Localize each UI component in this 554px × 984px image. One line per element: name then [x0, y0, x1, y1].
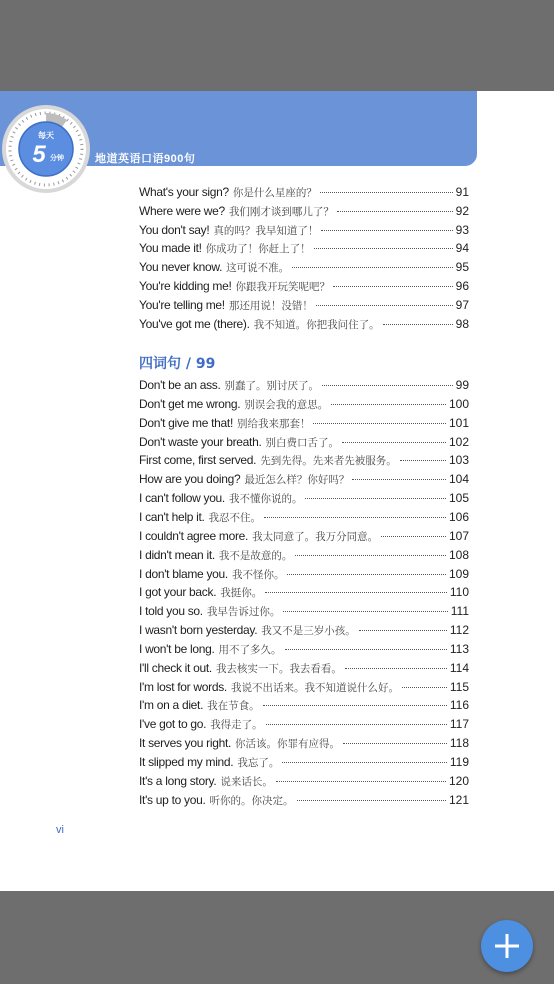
- entry-translation: 别误会我的意思。: [244, 398, 329, 411]
- toc-entry[interactable]: [139, 565, 469, 583]
- document-page: [0, 91, 554, 891]
- entry-phrase: I don't blame you.: [139, 566, 228, 581]
- entry-phrase: I didn't mean it.: [139, 547, 215, 562]
- entry-page-number: 116: [449, 698, 469, 713]
- dot-leader: [333, 286, 453, 287]
- entry-page-number: 93: [455, 222, 469, 237]
- entry-phrase: I won't be long.: [139, 641, 215, 656]
- toc-entry[interactable]: [139, 640, 469, 658]
- dot-leader: [305, 498, 445, 499]
- entry-translation: 我们刚才谈到哪儿了？: [228, 205, 334, 218]
- dot-leader: [283, 611, 447, 612]
- entry-page-number: 103: [448, 453, 469, 468]
- toc-entry[interactable]: [139, 315, 469, 333]
- plus-icon: [493, 932, 521, 960]
- entry-phrase: It slipped my mind.: [139, 755, 234, 769]
- toc-entry[interactable]: [139, 414, 469, 432]
- toc-entry[interactable]: [139, 602, 469, 620]
- entry-phrase: I've got to go.: [139, 717, 207, 732]
- dot-leader: [383, 324, 453, 325]
- entry-phrase: You're kidding me!: [139, 279, 232, 293]
- toc-entry[interactable]: [139, 678, 469, 696]
- entry-phrase: I wasn't born yesterday.: [139, 623, 258, 638]
- entry-translation: 我忍不住。: [208, 511, 262, 524]
- entry-page-number: 91: [455, 185, 469, 199]
- entry-phrase: I can't help it.: [139, 509, 205, 524]
- dot-leader: [314, 248, 453, 249]
- toc-entry[interactable]: [139, 277, 469, 295]
- entry-translation: 我不是故意的。: [218, 549, 293, 562]
- page-number: vi: [56, 824, 64, 836]
- entry-page-number: 119: [449, 755, 469, 769]
- entry-translation: 说来话长。: [220, 775, 273, 788]
- toc-entry[interactable]: [139, 183, 469, 201]
- toc-entry[interactable]: [139, 621, 469, 639]
- dot-leader: [352, 479, 446, 480]
- entry-phrase: It's a long story.: [139, 773, 217, 788]
- toc-entry[interactable]: [139, 696, 469, 714]
- entry-translation: 你成功了！你赶上了！: [205, 243, 311, 256]
- entry-page-number: 111: [450, 604, 469, 619]
- entry-translation: 你活该。你罪有应得。: [235, 738, 341, 751]
- dot-leader: [337, 211, 453, 212]
- dot-leader: [292, 267, 453, 268]
- toc-entry[interactable]: [139, 258, 469, 276]
- entry-translation: 我在节食。: [207, 700, 260, 713]
- entry-translation: 听你的。你决定。: [209, 794, 294, 807]
- dot-leader: [266, 724, 447, 725]
- entry-phrase: You made it!: [139, 241, 202, 256]
- dot-leader: [359, 630, 447, 631]
- toc-entry[interactable]: [139, 772, 469, 790]
- entry-phrase: You never know.: [139, 260, 223, 275]
- dot-leader: [343, 743, 447, 744]
- entry-translation: 用不了多久。: [218, 643, 282, 656]
- entry-translation: 别给我来那套！: [236, 417, 311, 430]
- toc-entry[interactable]: [139, 527, 469, 545]
- dot-leader: [331, 404, 446, 405]
- entry-page-number: 92: [455, 203, 469, 218]
- dot-leader: [345, 668, 447, 669]
- dot-leader: [263, 705, 447, 706]
- dot-leader: [285, 649, 447, 650]
- entry-page-number: 120: [448, 773, 469, 788]
- entry-translation: 我忘了。: [237, 757, 280, 769]
- badge-top-text: 每天: [38, 131, 54, 140]
- entry-page-number: 101: [448, 415, 469, 430]
- section-title: 四词句 / 99: [139, 356, 216, 372]
- dot-leader: [402, 687, 447, 688]
- entry-page-number: 105: [448, 491, 469, 506]
- entry-translation: 先到先得。先来者先被服务。: [260, 455, 397, 468]
- entry-phrase: First come, first served.: [139, 453, 257, 468]
- entry-page-number: 97: [455, 297, 469, 312]
- entry-translation: 我不知道。你把我问住了。: [253, 318, 380, 331]
- entry-page-number: 106: [448, 509, 469, 524]
- entry-translation: 我挺你。: [220, 587, 263, 600]
- dot-leader: [313, 423, 445, 424]
- toc-entry[interactable]: [139, 376, 469, 394]
- entry-translation: 我不怪你。: [231, 568, 285, 581]
- dot-leader: [276, 781, 446, 782]
- entry-translation: 最近怎么样？你好吗？: [244, 474, 350, 487]
- toc-entry[interactable]: [139, 489, 469, 507]
- dot-leader: [282, 762, 447, 763]
- entry-translation: 别白费口舌了。: [265, 436, 339, 449]
- book-title: 地道英语口语900句: [95, 153, 196, 165]
- entry-phrase: Don't get me wrong.: [139, 396, 241, 411]
- entry-phrase: You've got me (there).: [139, 316, 250, 331]
- dot-leader: [321, 230, 452, 231]
- entry-page-number: 110: [449, 585, 469, 600]
- entry-phrase: It serves you right.: [139, 736, 232, 751]
- entry-translation: 我去核实一下。我去看看。: [215, 662, 342, 675]
- entry-phrase: Don't waste your breath.: [139, 434, 262, 449]
- entry-phrase: What's your sign?: [139, 185, 229, 199]
- entry-translation: 我又不是三岁小孩。: [261, 625, 356, 638]
- entry-page-number: 102: [448, 434, 469, 449]
- entry-phrase: I got your back.: [139, 585, 217, 600]
- entry-phrase: I'm lost for words.: [139, 679, 227, 694]
- entry-translation: 我不懂你说的。: [228, 493, 303, 506]
- entry-page-number: 108: [448, 547, 469, 562]
- toc-entry[interactable]: [139, 715, 469, 733]
- dot-leader: [297, 800, 446, 801]
- entry-phrase: You don't say!: [139, 222, 210, 237]
- toc-entry[interactable]: [139, 753, 469, 771]
- toc-entry[interactable]: [139, 451, 469, 469]
- entry-phrase: I told you so.: [139, 604, 203, 619]
- entry-translation: 别蠢了。别讨厌了。: [224, 380, 320, 392]
- entry-page-number: 100: [448, 396, 469, 411]
- entry-translation: 这可说不准。: [226, 262, 290, 275]
- dot-leader: [264, 517, 446, 518]
- toc-entry[interactable]: [139, 202, 469, 220]
- badge-unit-text: 分钟: [50, 154, 64, 162]
- entry-translation: 那还用说！没错！: [228, 299, 313, 312]
- entry-page-number: 112: [449, 623, 469, 638]
- dot-leader: [322, 385, 453, 386]
- entry-page-number: 114: [449, 660, 469, 675]
- entry-translation: 你是什么星座的？: [232, 187, 317, 199]
- entry-translation: 我得走了。: [210, 719, 263, 732]
- toc-entry[interactable]: [139, 470, 469, 488]
- dot-leader: [316, 305, 453, 306]
- toc-entry[interactable]: [139, 508, 469, 526]
- toc-entry[interactable]: [139, 734, 469, 752]
- entry-page-number: 113: [449, 641, 469, 656]
- stopwatch-badge-icon: [0, 99, 94, 193]
- entry-phrase: Don't be an ass.: [139, 378, 221, 392]
- entry-translation: 我太同意了。我万分同意。: [252, 530, 379, 543]
- entry-phrase: Where were we?: [139, 203, 225, 218]
- toc-entry[interactable]: [139, 296, 469, 314]
- dot-leader: [295, 555, 446, 556]
- add-button[interactable]: [481, 920, 533, 972]
- entry-page-number: 94: [455, 241, 469, 256]
- entry-phrase: How are you doing?: [139, 472, 241, 487]
- entry-phrase: You're telling me!: [139, 297, 225, 312]
- entry-page-number: 99: [455, 378, 469, 392]
- toc-entry[interactable]: [139, 546, 469, 564]
- entry-phrase: I'm on a diet.: [139, 698, 204, 713]
- entry-page-number: 121: [448, 792, 469, 807]
- entry-phrase: It's up to you.: [139, 792, 206, 807]
- toc-entry[interactable]: [139, 395, 469, 413]
- entry-page-number: 95: [455, 260, 469, 275]
- toc-entry[interactable]: [139, 659, 469, 677]
- dot-leader: [400, 460, 446, 461]
- entry-translation: 我说不出话来。我不知道说什么好。: [230, 681, 399, 694]
- entry-translation: 你跟我开玩笑呢吧？: [235, 281, 331, 293]
- entry-page-number: 104: [448, 472, 469, 487]
- entry-page-number: 107: [448, 528, 469, 543]
- dot-leader: [287, 574, 446, 575]
- entry-page-number: 96: [455, 279, 469, 293]
- entry-phrase: I couldn't agree more.: [139, 528, 249, 543]
- badge-number: 5: [32, 141, 46, 168]
- entry-page-number: 98: [455, 316, 469, 331]
- toc-entry[interactable]: [139, 239, 469, 257]
- toc-entry[interactable]: [139, 583, 469, 601]
- dot-leader: [342, 442, 446, 443]
- entry-page-number: 117: [449, 717, 469, 732]
- dot-leader: [320, 192, 453, 193]
- entry-phrase: Don't give me that!: [139, 415, 233, 430]
- entry-page-number: 115: [449, 679, 469, 694]
- toc-entry[interactable]: [139, 433, 469, 451]
- entry-page-number: 109: [448, 566, 469, 581]
- entry-phrase: I'll check it out.: [139, 660, 212, 675]
- toc-entry[interactable]: [139, 221, 469, 239]
- entry-translation: 真的吗？我早知道了！: [213, 224, 319, 237]
- entry-page-number: 118: [449, 736, 469, 751]
- entry-translation: 我早告诉过你。: [206, 606, 281, 619]
- dot-leader: [381, 536, 446, 537]
- dot-leader: [265, 592, 447, 593]
- toc-entry[interactable]: [139, 791, 469, 809]
- entry-phrase: I can't follow you.: [139, 491, 225, 506]
